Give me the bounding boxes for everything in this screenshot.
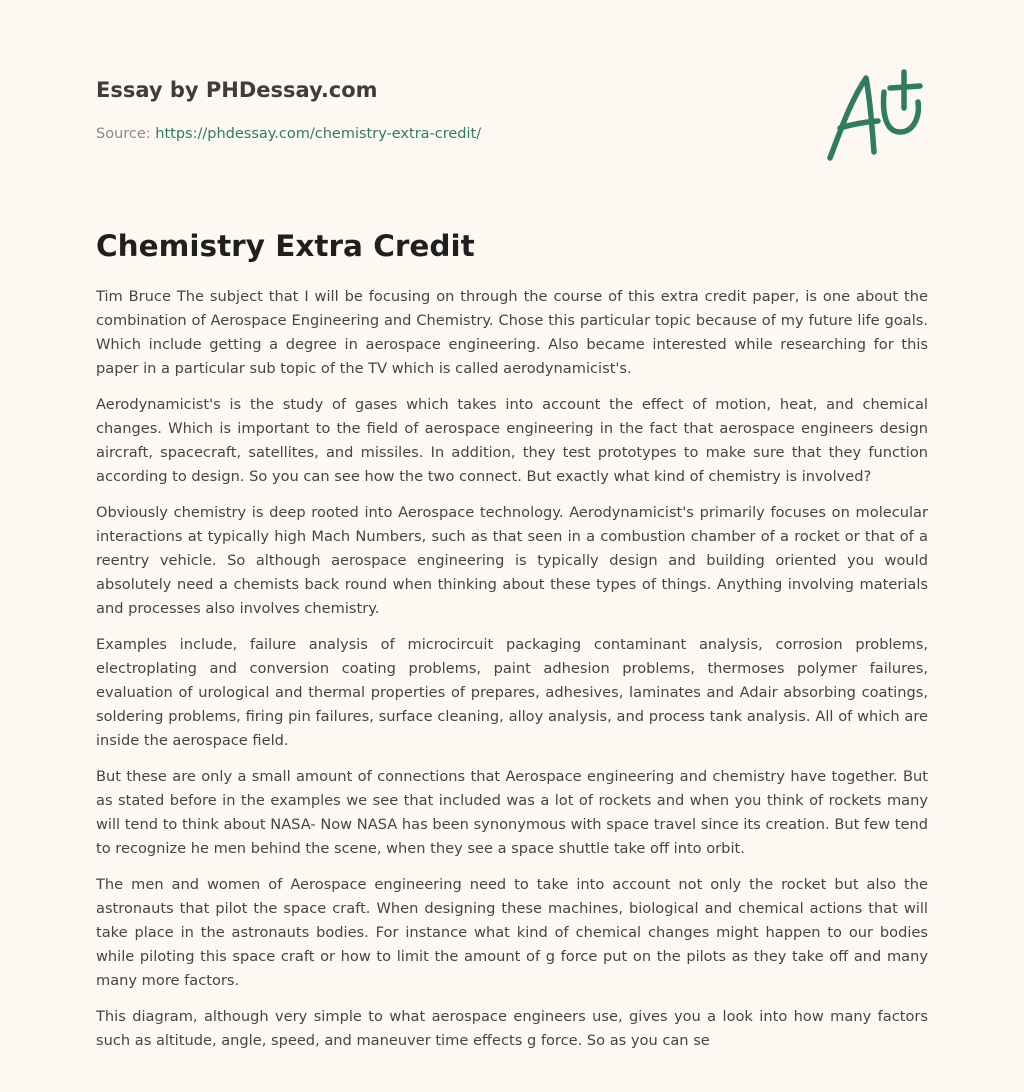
paragraph: Examples include, failure analysis of microcircuit packaging contaminant analysis, corrosion problems, electroplating and conversion coating problems, paint adhesion problems, thermoses polymer failures, evaluation of urological and thermal properties of prepares, adhesives, laminates and Adair absorbing coatings, soldering problems, firing pin failures, surface cleaning, alloy analysis, and process tank analysis. All of which are inside the aerospace field. — [96, 636, 928, 749]
paragraph: But these are only a small amount of connections that Aerospace engineering and chemistry have together. But as stated before in the examples we see that included was a lot of rockets and when you think of rockets many will tend to think about NASA- Now NASA has been synonymous with space travel since its creation. But few tend to recognize he men behind the scene, when they see a space shuttle take off into orbit. — [96, 768, 928, 857]
paragraph: This diagram, although very simple to what aerospace engineers use, gives you a look into how many factors such as altitude, angle, speed, and maneuver time effects g force. So as you can se — [96, 1008, 928, 1049]
source-link[interactable]: https://phdessay.com/chemistry-extra-credit/ — [155, 126, 482, 142]
brand-name: Essay by PHDessay.com — [96, 78, 378, 102]
article-body — [96, 285, 928, 1065]
a-plus-logo-icon — [820, 66, 930, 166]
paragraph: Obviously chemistry is deep rooted into Aerospace technology. Aerodynamicist's primarily focuses on molecular interactions at typically high Mach Numbers, such as that seen in a combustion chamber of a rocket or that of a reentry vehicle. So although aerospace engineering is typically design and building oriented you would absolutely need a chemists back round when thinking about these types of things. Anything involving materials and processes also involves chemistry. — [96, 504, 928, 617]
source-line — [96, 124, 928, 144]
paragraph: Tim Bruce The subject that I will be focusing on through the course of this extra credit paper, is one about the combination of Aerospace Engineering and Chemistry. Chose this particular topic because of my future life goals. Which include getting a degree in aerospace engineering. Also became interested while researching for this paper in a particular sub topic of the TV which is called aerodynamicist's. — [96, 288, 928, 377]
source-label: Source: — [96, 126, 151, 142]
paragraph: The men and women of Aerospace engineering need to take into account not only the rocket but also the astronauts that pilot the space craft. When designing these machines, biological and chemical actions that will take place in the astronauts bodies. For instance what kind of chemical changes might happen to our bodies while piloting this space craft or how to limit the amount of g force put on the pilots as they take off and many many more factors. — [96, 876, 928, 989]
article-title: Chemistry Extra Credit — [96, 229, 475, 263]
paragraph: Aerodynamicist's is the study of gases which takes into account the effect of motion, heat, and chemical changes. Which is important to the field of aerospace engineering in the fact that aerospace engineers design aircraft, spacecraft, satellites, and missiles. In addition, they test prototypes to make sure that they function according to design. So you can see how the two connect. But exactly what kind of chemistry is involved? — [96, 396, 928, 485]
header — [96, 76, 928, 144]
